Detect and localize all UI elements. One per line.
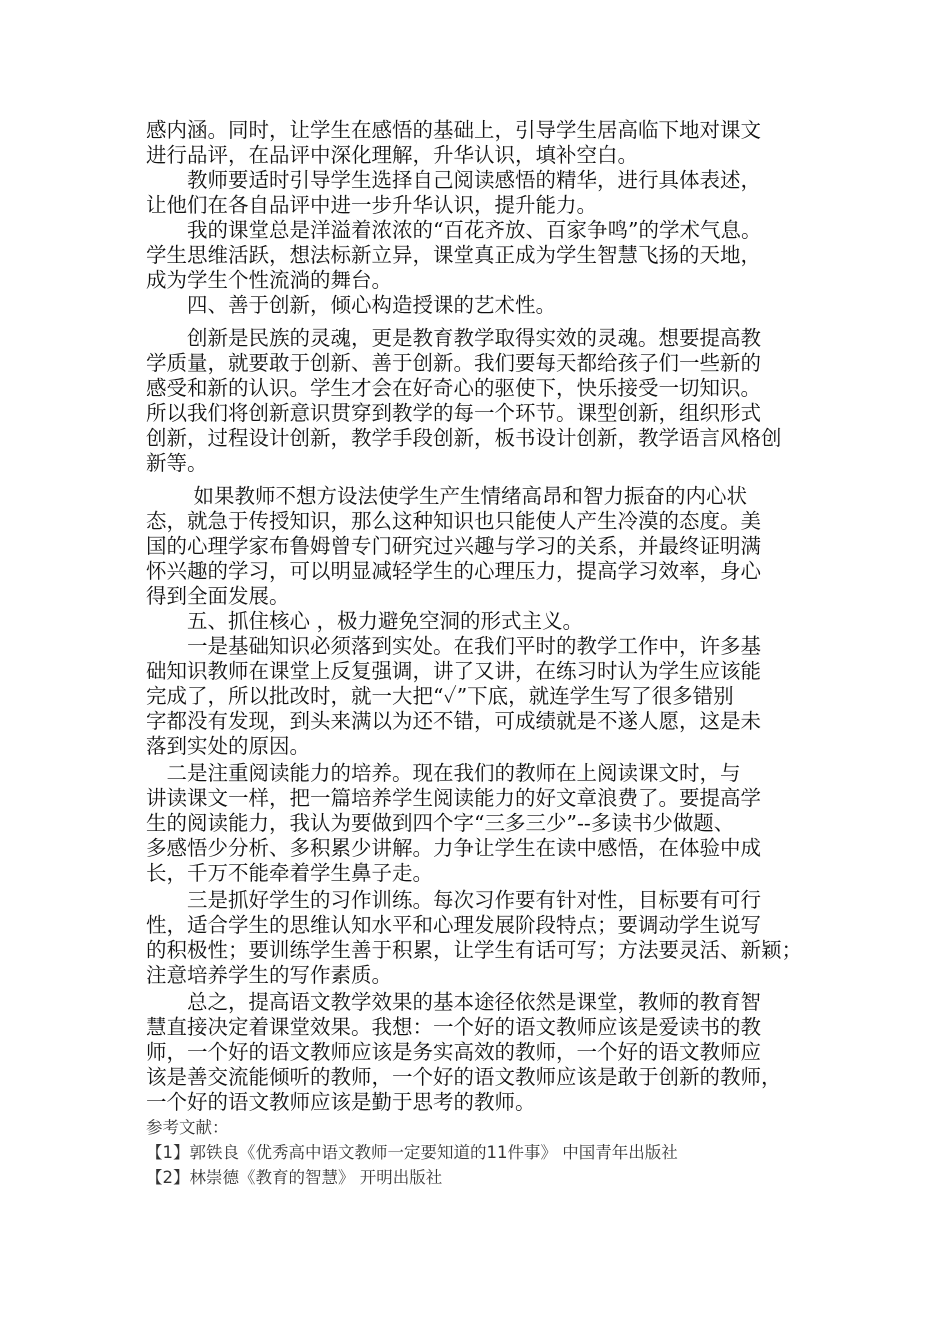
text-line: 二是注重阅读能力的培养。现在我们的教师在上阅读课文时，与 <box>146 761 741 785</box>
spacer <box>146 476 818 484</box>
text-line: 础知识教师在课堂上反复强调，讲了又讲，在练习时认为学生应该能 <box>146 659 761 683</box>
text-line: 师，一个好的语文教师应该是务实高效的教师，一个好的语文教师应 <box>146 1040 761 1064</box>
section-heading-4 <box>146 293 818 318</box>
text-line: 总之，提高语文教学效果的基本途径依然是课堂，教师的教育智 <box>146 990 761 1014</box>
text-line: 所以我们将创新意识贯穿到教学的每一个环节。课型创新，组织形式 <box>146 401 761 425</box>
text-line: 感内涵。同时，让学生在感悟的基础上，引导学生居高临下地对课文 <box>146 118 761 142</box>
text-line: 感受和新的认识。学生才会在好奇心的驱使下，快乐接受一切知识。 <box>146 376 761 400</box>
text-line: 多感悟少分析、多积累少讲解。力争让学生在读中感悟，在体验中成 <box>146 836 761 860</box>
section-heading: 四、善于创新，倾心构造授课的艺术性。 <box>146 293 556 317</box>
paragraph-writing-training <box>146 888 818 988</box>
document-page <box>146 118 818 1190</box>
paragraph-teacher-guidance <box>146 168 818 218</box>
text-line: 学生思维活跃，想法标新立异，课堂真正成为学生智慧飞扬的天地， <box>146 243 761 267</box>
text-line: 性，适合学生的思维认知水平和心理发展阶段特点；要调动学生说写 <box>146 913 761 937</box>
paragraph-interest <box>146 484 818 609</box>
paragraph-innovation <box>146 326 818 476</box>
text-line: 创新，过程设计创新，教学手段创新，板书设计创新，教学语言风格创 <box>146 426 782 450</box>
text-line: 学质量，就要敢于创新、善于创新。我们要每天都给孩子们一些新的 <box>146 351 761 375</box>
text-line: 一是基础知识必须落到实处。在我们平时的教学工作中，许多基 <box>146 634 761 658</box>
paragraph-classroom-atmosphere <box>146 218 818 293</box>
text-line: 进行品评，在品评中深化理解，升华认识，填补空白。 <box>146 143 638 167</box>
text-line: 如果教师不想方设法使学生产生情绪高昂和智力振奋的内心状 <box>146 484 748 508</box>
references-title: 参考文献： <box>146 1118 229 1137</box>
text-line: 教师要适时引导学生选择自己阅读感悟的精华，进行具体表述， <box>146 168 761 192</box>
text-line: 成为学生个性流淌的舞台。 <box>146 268 392 292</box>
paragraph-intro <box>146 118 818 168</box>
text-line: 该是善交流能倾听的教师，一个好的语文教师应该是敢于创新的教师， <box>146 1065 782 1089</box>
text-line: 创新是民族的灵魂，更是教育教学取得实效的灵魂。想要提高教 <box>146 326 761 350</box>
text-line: 得到全面发展。 <box>146 584 290 608</box>
text-line: 让他们在各自品评中进一步升华认识，提升能力。 <box>146 193 597 217</box>
text-line: 一个好的语文教师应该是勤于思考的教师。 <box>146 1090 536 1114</box>
text-line: 长，千万不能牵着学生鼻子走。 <box>146 861 433 885</box>
text-line: 慧直接决定着课堂效果。我想：一个好的语文教师应该是爱读书的教 <box>146 1015 761 1039</box>
text-line: 字都没有发现，到头来满以为还不错，可成绩就是不遂人愿，这是未 <box>146 709 761 733</box>
spacer <box>146 318 818 326</box>
text-line: 落到实处的原因。 <box>146 734 310 758</box>
reference-item: 【2】林崇德《教育的智慧》 开明出版社 <box>146 1168 443 1187</box>
text-line: 完成了，所以批改时，就一大把“✓”下底，就连学生写了很多错别 <box>146 684 734 708</box>
paragraph-reading-ability <box>146 761 818 886</box>
text-line: 我的课堂总是洋溢着浓浓的“百花齐放、百家争鸣”的学术气息。 <box>146 218 762 242</box>
references-section <box>146 1115 818 1190</box>
text-line: 国的心理学家布鲁姆曾专门研究过兴趣与学习的关系，并最终证明满 <box>146 534 761 558</box>
text-line: 新等。 <box>146 451 208 475</box>
text-line: 怀兴趣的学习，可以明显减轻学生的心理压力，提高学习效率，身心 <box>146 559 761 583</box>
section-heading-5 <box>146 609 818 634</box>
section-heading: 五、抓住核心 ，极力避免空洞的形式主义。 <box>146 609 584 633</box>
text-line: 三是抓好学生的习作训练。每次习作要有针对性，目标要有可行 <box>146 888 761 912</box>
text-line: 态，就急于传授知识，那么这种知识也只能使人产生冷漠的态度。美 <box>146 509 761 533</box>
paragraph-basic-knowledge <box>146 634 818 759</box>
text-line: 生的阅读能力，我认为要做到四个字“三多三少”--多读书少做题、 <box>146 811 735 835</box>
text-line: 注意培养学生的写作素质。 <box>146 963 392 987</box>
reference-item: 【1】郭铁良《优秀高中语文教师一定要知道的11件事》 中国青年出版社 <box>146 1143 678 1162</box>
text-line: 的积极性；要训练学生善于积累，让学生有话可写；方法要灵活、新颖； <box>146 938 802 962</box>
paragraph-conclusion <box>146 990 818 1115</box>
text-line: 讲读课文一样，把一篇培养学生阅读能力的好文章浪费了。要提高学 <box>146 786 761 810</box>
